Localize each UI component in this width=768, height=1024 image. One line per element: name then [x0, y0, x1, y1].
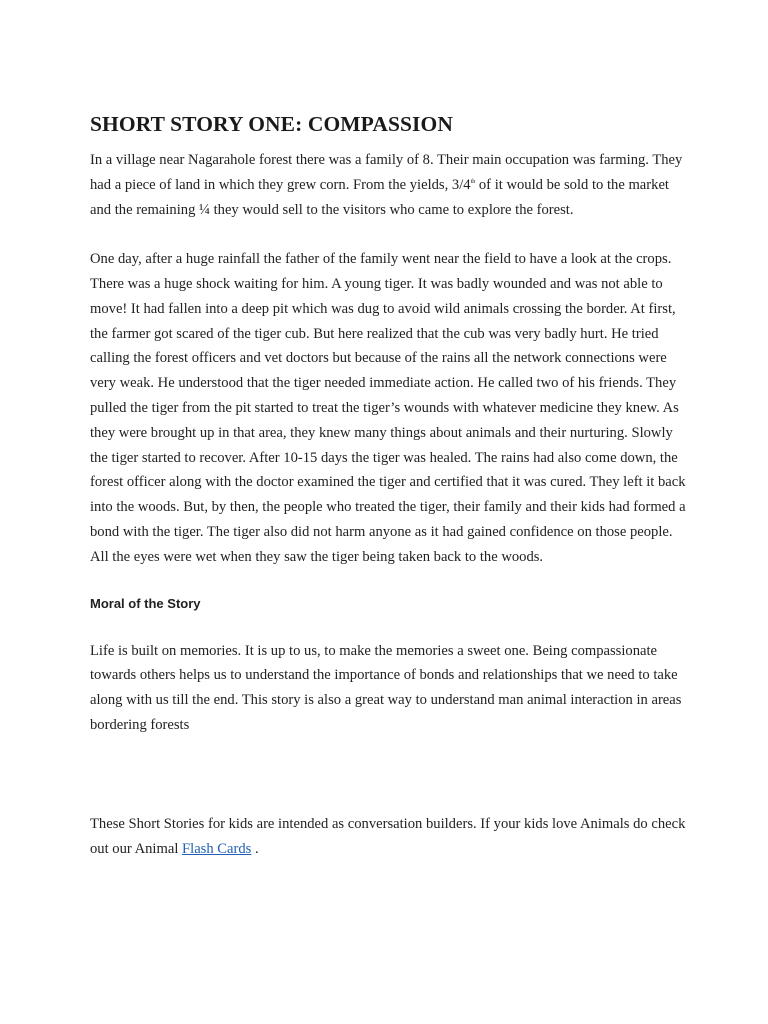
- article-body: [90, 112, 690, 861]
- moral-heading: Moral of the Story: [90, 595, 201, 611]
- closing-text: These Short Stories for kids are intended as conversation builders. If your kids love Animals do check out our Animal: [90, 815, 686, 857]
- closing-period: .: [251, 840, 259, 857]
- moral-paragraph: Life is built on memories. It is up to us, to make the memories a sweet one. Being compassionate towards others helps us to understand the importance of bonds and relationships that we need to take along with us till the end. This story is also a great way to understand man animal interaction in areas bordering forests: [90, 642, 682, 733]
- intro-text-after: of it would be sold to the market and the remaining ¼ they would sell to the visitors who came to explore the forest.: [90, 176, 669, 218]
- story-title: SHORT STORY ONE: COMPASSION: [90, 112, 453, 136]
- intro-paragraph: [90, 148, 690, 222]
- flash-cards-link[interactable]: Flash Cards: [182, 840, 252, 857]
- story-paragraph: One day, after a huge rainfall the father of the family went near the field to have a look at the crops. There was a huge shock waiting for him. A young tiger. It was badly wounded and was not able to move! It had fallen into a deep pit which was dug to avoid wild animals crossing the border. At first, the farmer got scared of the tiger cub. But here realized that the cub was very badly hurt. He tried calling the forest officers and vet doctors but because of the rains all the network connections were very weak. He understood that the tiger needed immediate action. He called two of his friends. They pulled the tiger from the pit started to treat the tiger’s wounds with whatever medicine they knew. As they were brought up in that area, they knew many things about animals and their nurturing. Slowly the tiger started to recover. After 10-15 days the tiger was healed. The rains had also come down, the forest officer along with the doctor examined the tiger and certified that it was cured. They left it back into the woods. But, by then, the people who treated the tiger, their family and their kids had formed a bond with the tiger. The tiger also did not harm anyone as it had gained confidence on those people. All the eyes were wet when they saw the tiger being taken back to the woods.: [90, 251, 686, 565]
- closing-paragraph: [90, 812, 690, 862]
- ordinal-superscript: th: [470, 178, 476, 185]
- intro-text-before: In a village near Nagarahole forest there was a family of 8. Their main occupation was farming. They had a piece of land in which they grew corn. From the yields, 3/4: [90, 152, 683, 193]
